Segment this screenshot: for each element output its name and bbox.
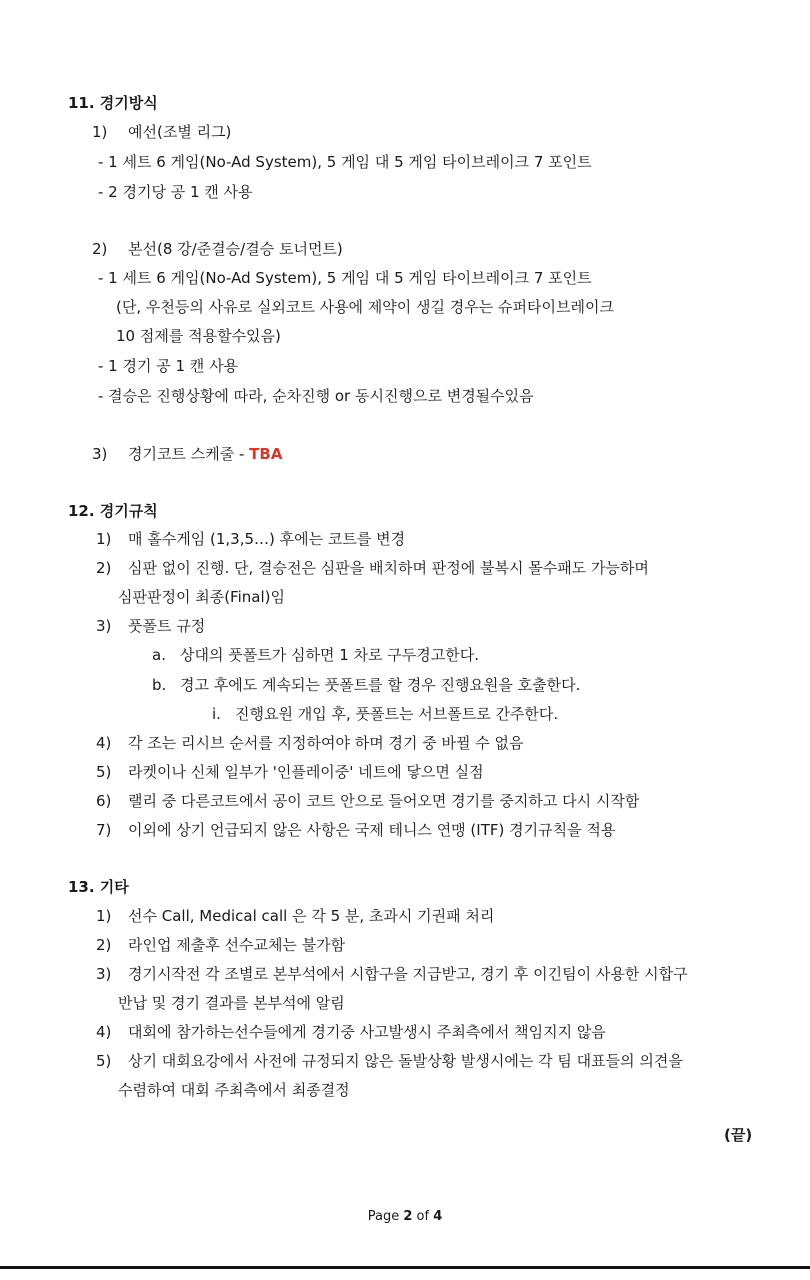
s13-item-num: 4) <box>96 1023 112 1041</box>
s11-sub2-line: (단, 우천등의 사유로 실외코트 사용에 제약이 생길 경우는 슈퍼타이브레이크 <box>116 298 614 316</box>
s12-item-text: 매 홀수게임 (1,3,5…) 후에는 코트를 변경 <box>128 530 406 548</box>
tba-highlight: TBA <box>249 445 283 463</box>
s13-item-num: 5) <box>96 1052 112 1070</box>
s12-item-num: 2) <box>96 559 112 577</box>
s12-sub-text: 경고 후에도 계속되는 풋폴트를 할 경우 진행요원을 호출한다. <box>180 676 581 694</box>
section-11-title: 11. 경기방식 <box>68 94 158 112</box>
s12-sub-num: a. <box>152 646 166 664</box>
s11-sub2-line: 10 점제를 적용할수있음) <box>116 327 281 345</box>
s12-item-num: 5) <box>96 763 112 781</box>
s12-subsub-text: 진행요원 개입 후, 풋폴트는 서브폴트로 간주한다. <box>235 705 559 723</box>
s11-sub2-title: 본선(8 강/준결승/결승 토너먼트) <box>128 240 343 258</box>
s11-sub3-text: 경기코트 스케줄 - <box>128 445 250 463</box>
footer-current-page: 2 <box>403 1209 413 1224</box>
s11-sub2-line: - 결승은 진행상황에 따라, 순차진행 or 동시진행으로 변경될수있음 <box>98 387 534 405</box>
bottom-divider <box>0 1266 810 1269</box>
s12-item-text: 라켓이나 신체 일부가 '인플레이중' 네트에 닿으면 실점 <box>128 763 484 781</box>
s11-sub2-line: - 1 세트 6 게임(No-Ad System), 5 게임 대 5 게임 타이브레이크 7 포인트 <box>98 269 592 287</box>
s12-subsub-num: i. <box>212 705 221 723</box>
s13-item-text: 대회에 참가하는선수들에게 경기중 사고발생시 주최측에서 책임지지 않음 <box>128 1023 606 1041</box>
s12-item-num: 1) <box>96 530 112 548</box>
s12-item-text: 랠리 중 다른코트에서 공이 코트 안으로 들어오면 경기를 중지하고 다시 시작함 <box>128 792 640 810</box>
s11-sub1-line: - 2 경기당 공 1 캔 사용 <box>98 183 253 201</box>
s11-sub1-title: 예선(조별 리그) <box>128 123 232 141</box>
s12-item-text: 풋폴트 규정 <box>128 617 206 635</box>
s11-sub2-line: - 1 경기 공 1 캔 사용 <box>98 357 239 375</box>
s12-sub-text: 상대의 풋폴트가 심하면 1 차로 구두경고한다. <box>180 646 479 664</box>
s12-item-num: 4) <box>96 734 112 752</box>
s11-sub2-num: 2) <box>92 240 108 258</box>
s13-item-text: 선수 Call, Medical call 은 각 5 분, 초과시 기권패 처리 <box>128 907 495 925</box>
s11-sub1-num: 1) <box>92 123 108 141</box>
s13-item-num: 3) <box>96 965 112 983</box>
s11-sub1-line: - 1 세트 6 게임(No-Ad System), 5 게임 대 5 게임 타이브레이크 7 포인트 <box>98 153 592 171</box>
footer-prefix: Page <box>367 1209 404 1224</box>
s12-item-text: 각 조는 리시브 순서를 지정하여야 하며 경기 중 바뀔 수 없음 <box>128 734 524 752</box>
page-footer <box>0 1207 810 1227</box>
footer-total-pages: 4 <box>433 1209 443 1224</box>
end-mark: (끝) <box>724 1126 753 1144</box>
s12-item-num: 3) <box>96 617 112 635</box>
s13-item-text: 경기시작전 각 조별로 본부석에서 시합구을 지급받고, 경기 후 이긴팀이 사용한 시합구 <box>128 965 688 983</box>
s13-item-text: 상기 대회요강에서 사전에 규정되지 않은 돌발상황 발생시에는 각 팀 대표들의 의견을 <box>128 1052 683 1070</box>
s13-item-text: 라인업 제출후 선수교체는 불가함 <box>128 936 346 954</box>
footer-mid: of <box>412 1209 434 1224</box>
s12-item-cont: 심판판정이 최종(Final)임 <box>118 588 285 606</box>
s12-item-num: 6) <box>96 792 112 810</box>
s13-item-cont: 수렴하여 대회 주최측에서 최종결정 <box>118 1081 350 1099</box>
s12-item-text: 심판 없이 진행. 단, 결승전은 심판을 배치하며 판정에 불복시 몰수패도 가능하며 <box>128 559 649 577</box>
s13-item-num: 2) <box>96 936 112 954</box>
section-12-title: 12. 경기규칙 <box>68 502 158 520</box>
section-13-title: 13. 기타 <box>68 878 129 896</box>
s12-item-num: 7) <box>96 821 112 839</box>
s13-item-num: 1) <box>96 907 112 925</box>
s11-sub3-line <box>128 443 282 465</box>
s13-item-cont: 반납 및 경기 결과를 본부석에 알림 <box>118 994 345 1012</box>
s12-sub-num: b. <box>152 676 167 694</box>
s12-item-text: 이외에 상기 언급되지 않은 사항은 국제 테니스 연맹 (ITF) 경기규칙을 적용 <box>128 821 616 839</box>
s11-sub3-num: 3) <box>92 445 108 463</box>
